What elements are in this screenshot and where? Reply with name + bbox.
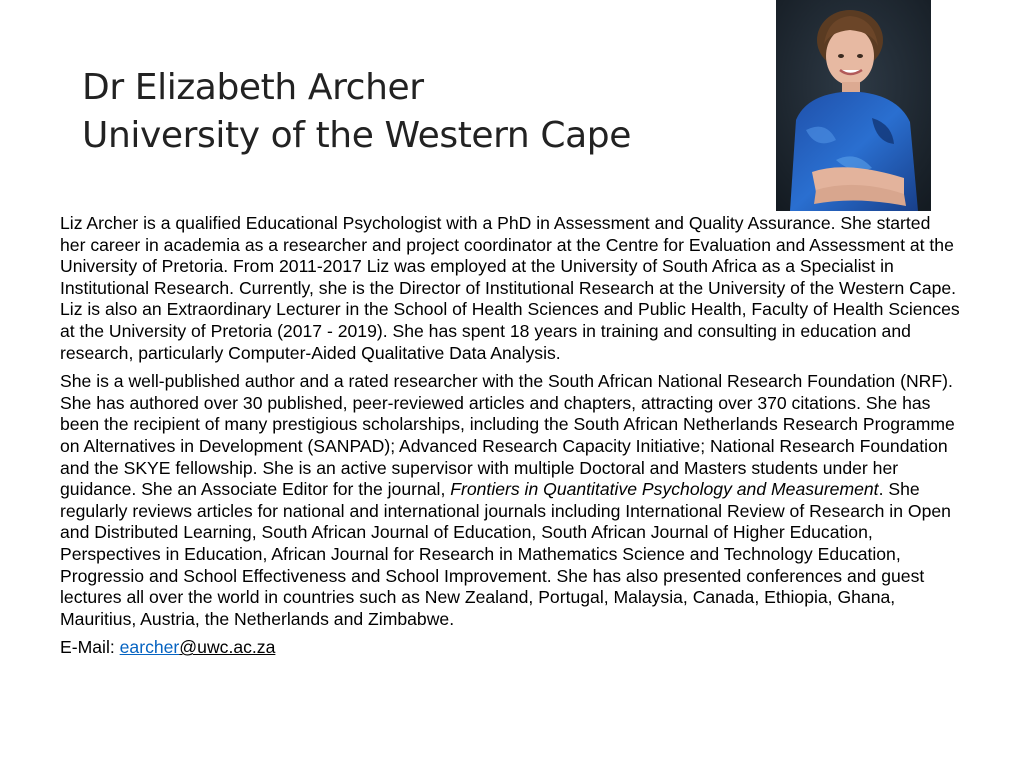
slide-title xyxy=(82,64,762,160)
bio-paragraph-2 xyxy=(60,371,960,630)
email-link[interactable]: earcher xyxy=(119,637,180,658)
journal-title: Frontiers in Quantitative Psychology and Measurement xyxy=(450,479,879,500)
bio-paragraph-2-text: She is a well-published author and a rated researcher with the South African National Research Foundation (NRF). She has authored over 30 published, peer-reviewed articles and chapters, attracting over 370 citations. She has been the recipient of many prestigious scholarships, including the South African Netherlands Research Programme on Alternatives in Development (SANPAD); Advanced Research Capacity Initiative; National Research Foundation and the SKYE fellowship. She is an active supervisor with multiple Doctoral and Masters students under her guidance. She an Associate Editor for the journal, xyxy=(60,371,955,500)
biography xyxy=(60,213,960,666)
bio-paragraph-2-continued: . She regularly reviews articles for national and international journals including International Review of Research in Open and Distributed Learning, South African Journal of Education, South African Journal of Higher Education, Perspectives in Education, African Journal for Research in Mathematics Science and Technology Education, Progressio and School Effectiveness and School Improvement. She has also presented conferences and guest lectures all over the world in countries such as New Zealand, Portugal, Malaysia, Canada, Ethiopia, Ghana, Mauritius, Austria, the Netherlands and Zimbabwe. xyxy=(60,479,951,629)
email-domain[interactable]: @uwc.ac.za xyxy=(179,637,276,658)
title-name: Dr Elizabeth Archer xyxy=(82,67,424,108)
bio-paragraph-1: Liz Archer is a qualified Educational Psychologist with a PhD in Assessment and Quality Assurance. She started her career in academia as a researcher and project coordinator at the Centre for Evaluation and Assessment at the University of Pretoria. From 2011-2017 Liz was employed at the University of South Africa as a Specialist in Institutional Research. Currently, she is the Director of Institutional Research at the University of the Western Cape. Liz is also an Extraordinary Lecturer in the School of Health Sciences and Public Health, Faculty of Health Sciences at the University of Pretoria (2017 - 2019). She has spent 18 years in training and consulting in education and research, particularly Computer-Aided Qualitative Data Analysis. xyxy=(60,213,960,363)
profile-photo xyxy=(776,0,931,211)
email-label: E-Mail: xyxy=(60,637,120,658)
contact-line xyxy=(60,637,960,659)
title-affiliation: University of the Western Cape xyxy=(82,115,631,156)
